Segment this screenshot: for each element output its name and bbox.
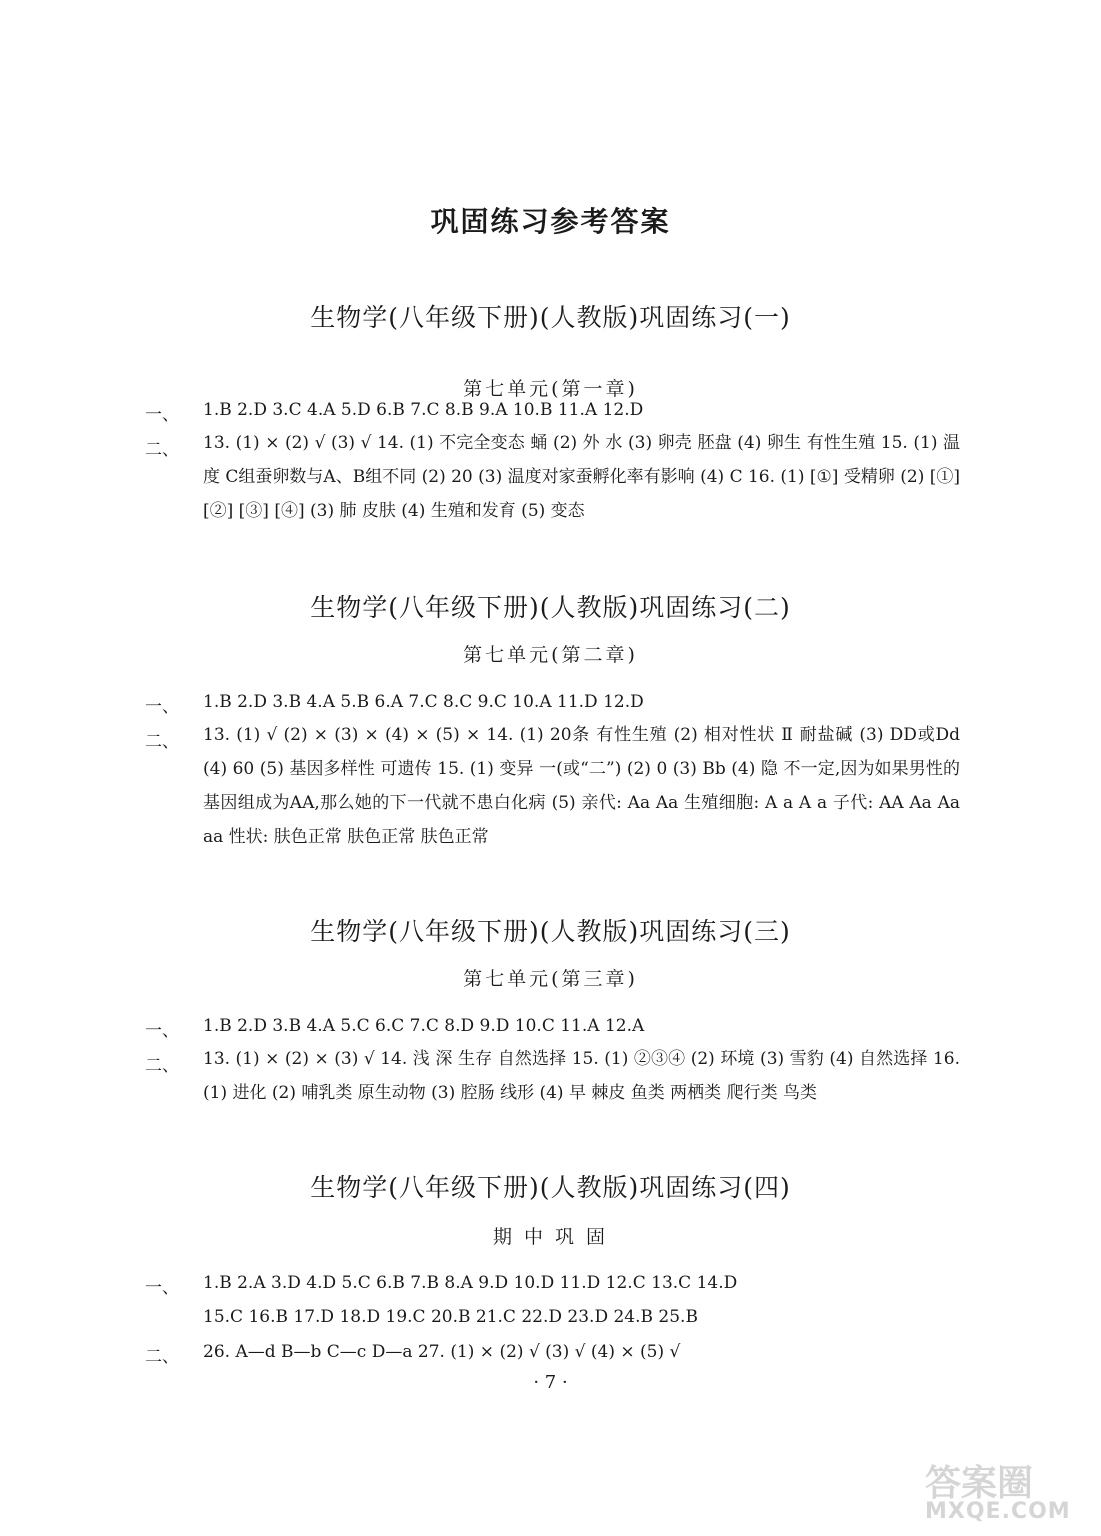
part-label: 二、 [145, 732, 179, 752]
watermark-logo [925, 1455, 1095, 1530]
part-label: 二、 [145, 1347, 179, 1367]
section-1-subtitle: 第七单元(第一章) [463, 378, 638, 400]
part-label: 二、 [145, 440, 179, 460]
answer-line: 26. A—d B—b C—c D—a 27. (1) × (2) √ (3) √ (4) × (5) √ [203, 1342, 681, 1362]
answer-line: 1.B 2.D 3.B 4.A 5.B 6.A 7.C 8.C 9.C 10.A 11.D 12.D [203, 692, 644, 712]
section-2-part2 [145, 718, 960, 854]
part-label: 一、 [145, 1021, 179, 1041]
answer-line: 15.C 16.B 17.D 18.D 19.C 20.B 21.C 22.D 23.D 24.B 25.B [203, 1307, 698, 1327]
section-2-subtitle: 第七单元(第二章) [463, 644, 638, 666]
answer-line: 1.B 2.D 3.B 4.A 5.C 6.C 7.C 8.D 9.D 10.C 11.A 12.A [203, 1016, 645, 1036]
section-4-title: 生物学(八年级下册)(人教版)巩固练习(四) [310, 1173, 791, 1202]
page-title: 巩固练习参考答案 [430, 205, 671, 238]
section-2-title: 生物学(八年级下册)(人教版)巩固练习(二) [310, 593, 791, 622]
section-3-part2 [145, 1042, 960, 1110]
part-label: 一、 [145, 405, 179, 425]
answer-line: 1.B 2.A 3.D 4.D 5.C 6.B 7.B 8.A 9.D 10.D 11.D 12.C 13.C 14.D [203, 1273, 738, 1293]
answer-line: 1.B 2.D 3.C 4.A 5.D 6.B 7.C 8.B 9.A 10.B 11.A 12.D [203, 400, 644, 420]
part-label: 二、 [145, 1056, 179, 1076]
section-4-subtitle: 期 中 巩 固 [492, 1226, 609, 1248]
section-3-title: 生物学(八年级下册)(人教版)巩固练习(三) [310, 917, 791, 946]
answer-paragraph: 13. (1) × (2) × (3) √ 14. 浅 深 生存 自然选择 15. (1) ②③④ (2) 环境 (3) 雪豹 (4) 自然选择 16. (1) 进化 (2) 哺乳类 原生动物 (3) 腔肠 线形 (4) 早 棘皮 鱼类 两栖类 爬行类 鸟类 [203, 1049, 960, 1103]
section-3-subtitle: 第七单元(第三章) [463, 968, 638, 990]
section-1-title: 生物学(八年级下册)(人教版)巩固练习(一) [310, 303, 791, 332]
answer-paragraph: 13. (1) √ (2) × (3) × (4) × (5) × 14. (1) 20条 有性生殖 (2) 相对性状 Ⅱ 耐盐碱 (3) DD或Dd (4) 60 (5) 基因多样性 可遗传 15. (1) 变异 一(或“二”) (2) 0 (3) Bb (4) 隐 不一定,因为如果男性的基因组成为AA,那么她的下一代就不患白化病 (5) 亲代: Aa Aa 生殖细胞: A a A a 子代: AA Aa Aa aa 性状: 肤色正常 肤色正常 肤色正常 [203, 725, 960, 847]
watermark-text: 答案圈 [925, 1463, 1034, 1504]
watermark-url: MXQE.COM [925, 1499, 1071, 1524]
part-label: 一、 [145, 697, 179, 717]
page-number: · 7 · [533, 1372, 568, 1393]
answer-paragraph: 13. (1) × (2) √ (3) √ 14. (1) 不完全变态 蛹 (2) 外 水 (3) 卵壳 胚盘 (4) 卵生 有性生殖 15. (1) 温度 C组蚕卵数与A、B组不同 (2) 20 (3) 温度对家蚕孵化率有影响 (4) C 16. (1) [①] 受精卵 (2) [①] [②] [③] [④] (3) 肺 皮肤 (4) 生殖和发育 (5) 变态 [203, 433, 960, 521]
section-1-part2 [145, 426, 960, 528]
part-label: 一、 [145, 1278, 179, 1298]
